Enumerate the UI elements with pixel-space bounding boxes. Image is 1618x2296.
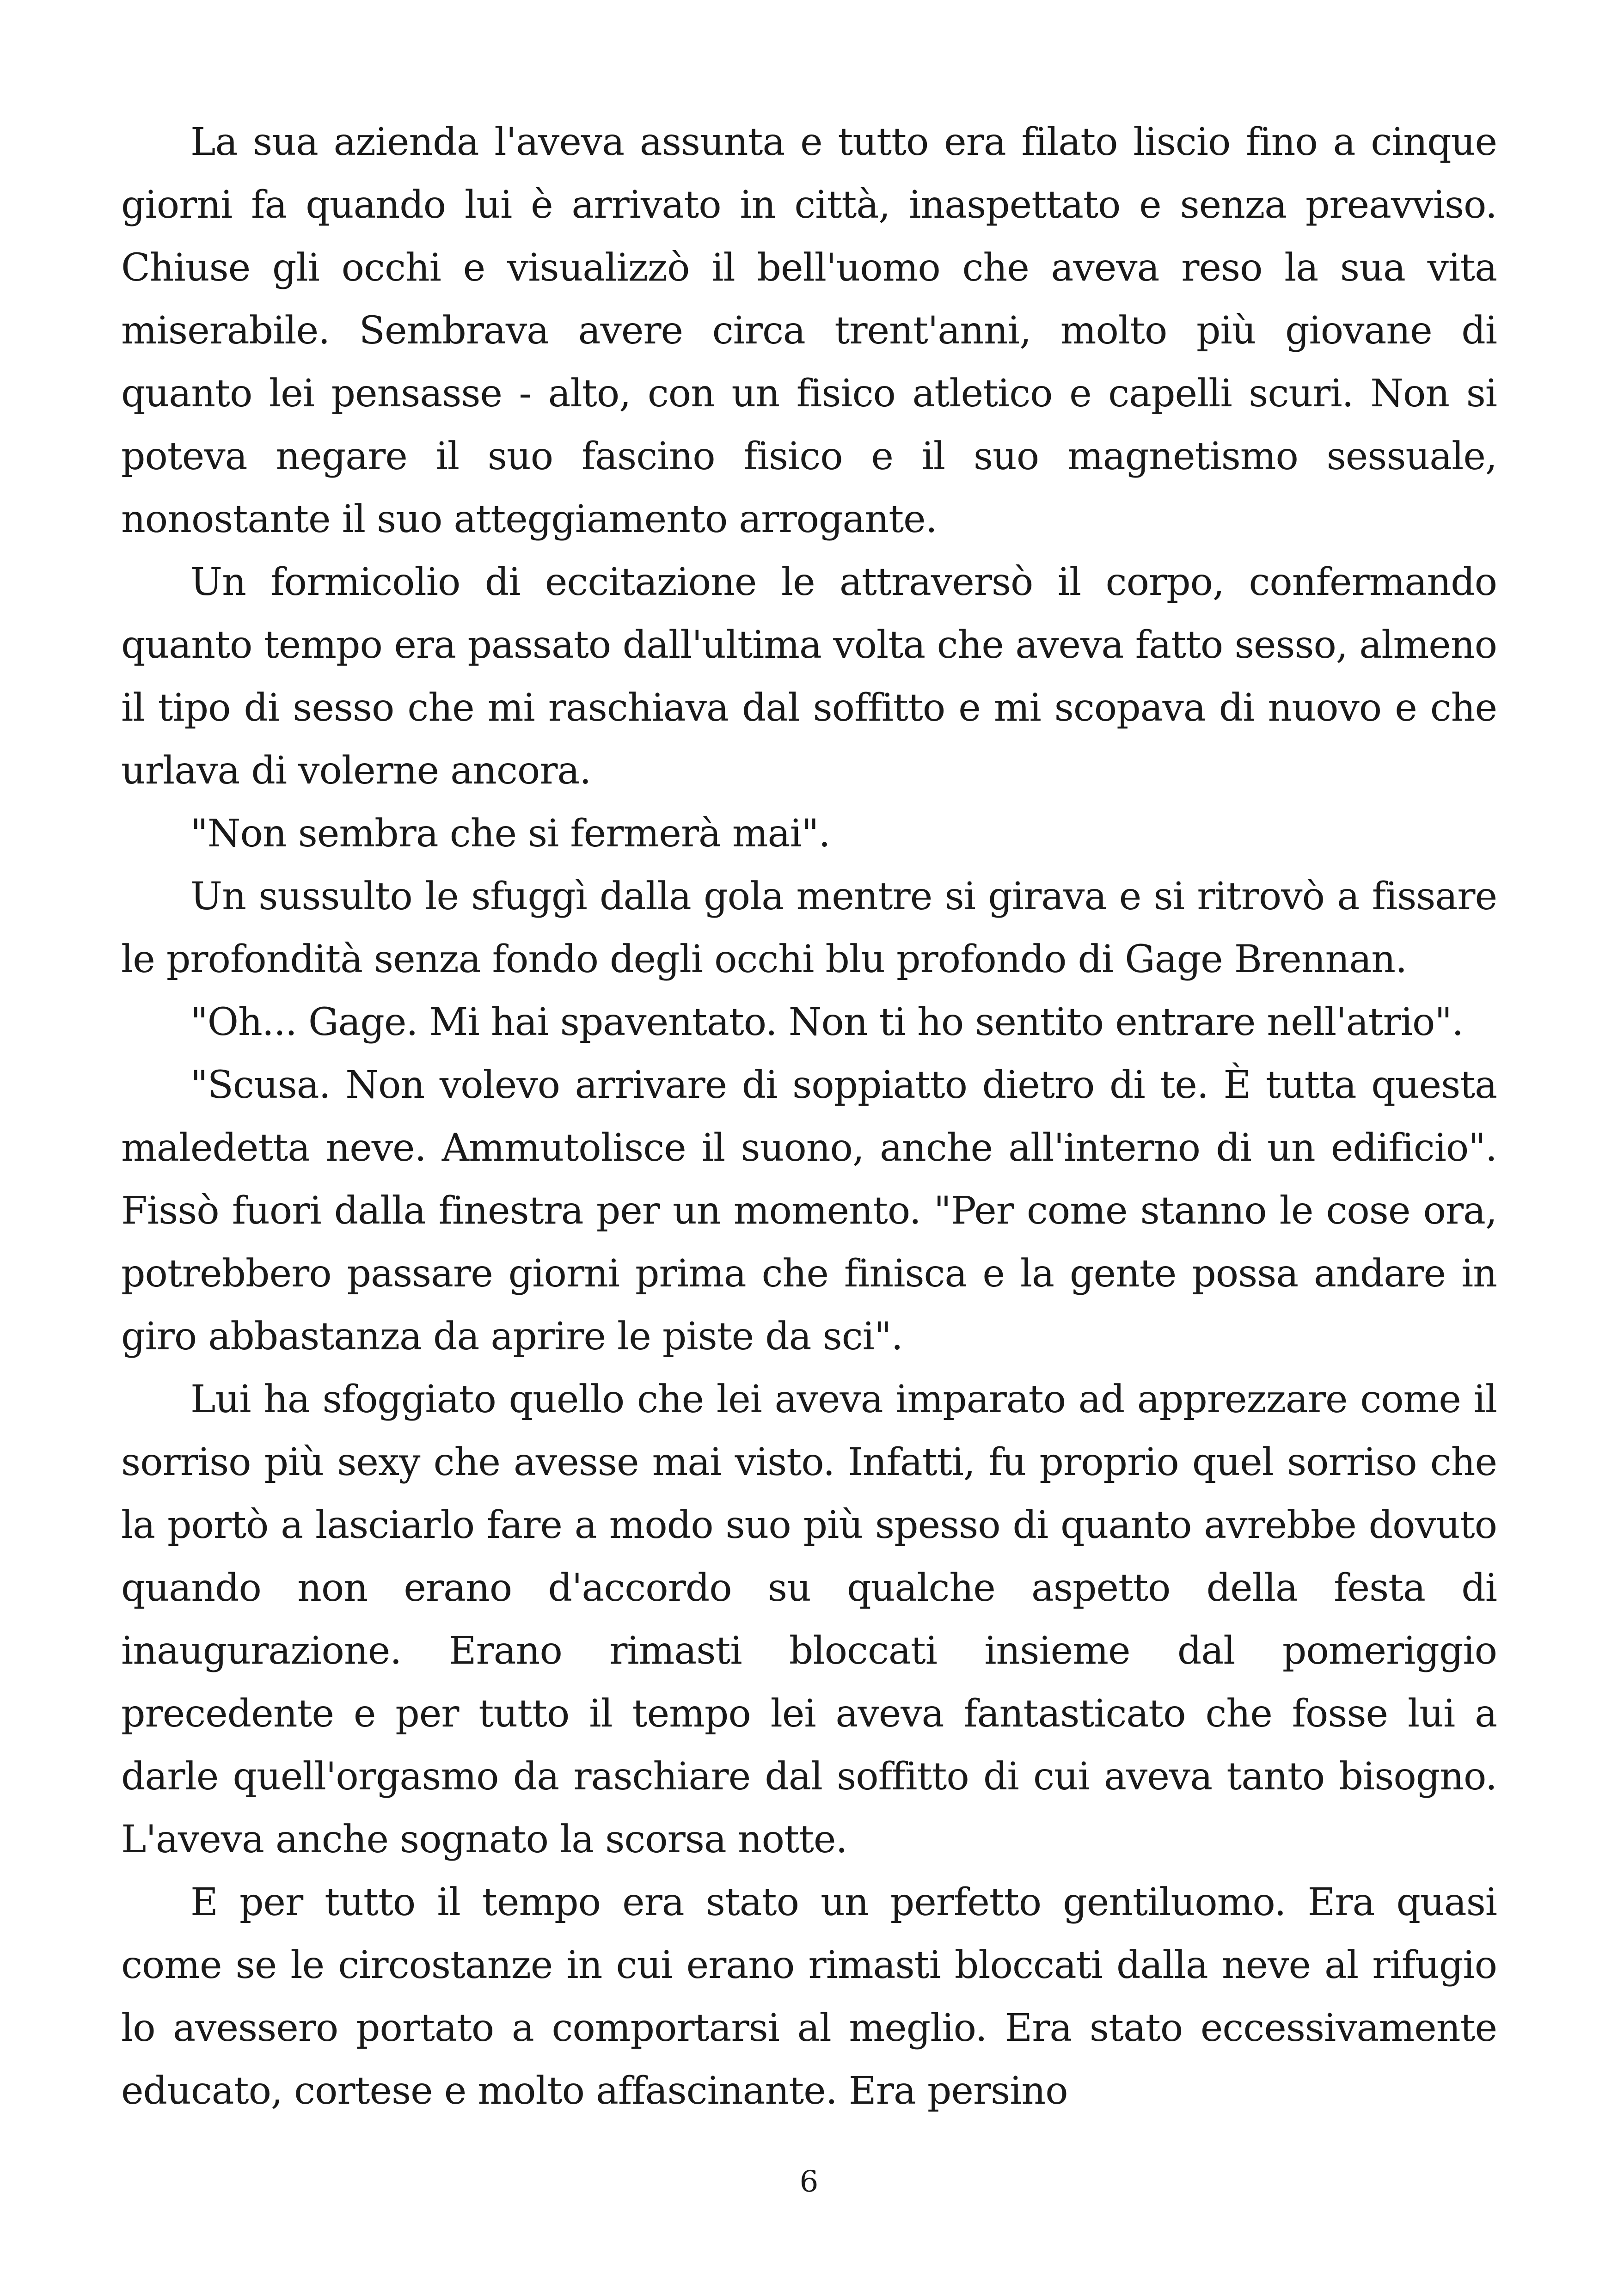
- body-text: [121, 111, 1497, 2123]
- paragraph-8: E per tutto il tempo era stato un perfetto gentiluomo. Era quasi come se le circostanze in cui erano rimasti bloccati dalla neve al rifugio lo avessero portato a comportarsi al meglio. Era stato eccessivamente educato, cortese e molto affascinante. Era persino: [121, 1880, 1497, 2113]
- paragraph-4: Un sussulto le sfuggì dalla gola mentre si girava e si ritrovò a fissare le profondità senza fondo degli occhi blu profondo di Gage Brennan.: [121, 875, 1497, 981]
- paragraph-3: "Non sembra che si fermerà mai".: [190, 812, 830, 856]
- paragraph-1: La sua azienda l'aveva assunta e tutto era filato liscio fino a cinque giorni fa quando lui è arrivato in città, inaspettato e senza preavviso. Chiuse gli occhi e visualizzò il bell'uomo che aveva reso la sua vita miserabile. Sembrava avere circa trent'anni, molto più giovane di quanto lei pensasse - alto, con un fisico atletico e capelli scuri. Non si poteva negare il suo fascino fisico e il suo magnetismo sessuale, nonostante il suo atteggiamento arrogante.: [121, 120, 1497, 541]
- paragraph-5: "Oh... Gage. Mi hai spaventato. Non ti ho sentito entrare nell'atrio".: [190, 1000, 1464, 1044]
- paragraph-7: Lui ha sfoggiato quello che lei aveva imparato ad apprezzare come il sorriso più sexy che avesse mai visto. Infatti, fu proprio quel sorriso che la portò a lasciarlo fare a modo suo più spesso di quanto avrebbe dovuto quando non erano d'accordo su qualche aspetto della festa di inaugurazione. Erano rimasti bloccati insieme dal pomeriggio precedente e per tutto il tempo lei aveva fantasticato che fosse lui a darle quell'orgasmo da raschiare dal soffitto di cui aveva tanto bisogno. L'aveva anche sognato la scorsa notte.: [121, 1378, 1497, 1861]
- paragraph-2: Un formicolio di eccitazione le attraversò il corpo, confermando quanto tempo era passato dall'ultima volta che aveva fatto sesso, almeno il tipo di sesso che mi raschiava dal soffitto e mi scopava di nuovo e che urlava di volerne ancora.: [121, 560, 1497, 793]
- page-number: 6: [799, 2165, 819, 2199]
- paragraph-6: "Scusa. Non volevo arrivare di soppiatto dietro di te. È tutta questa maledetta neve. Ammutolisce il suono, anche all'interno di un edificio". Fissò fuori dalla finestra per un momento. "Per come stanno le cose ora, potrebbero passare giorni prima che finisca e la gente possa andare in giro abbastanza da aprire le piste da sci".: [121, 1063, 1497, 1359]
